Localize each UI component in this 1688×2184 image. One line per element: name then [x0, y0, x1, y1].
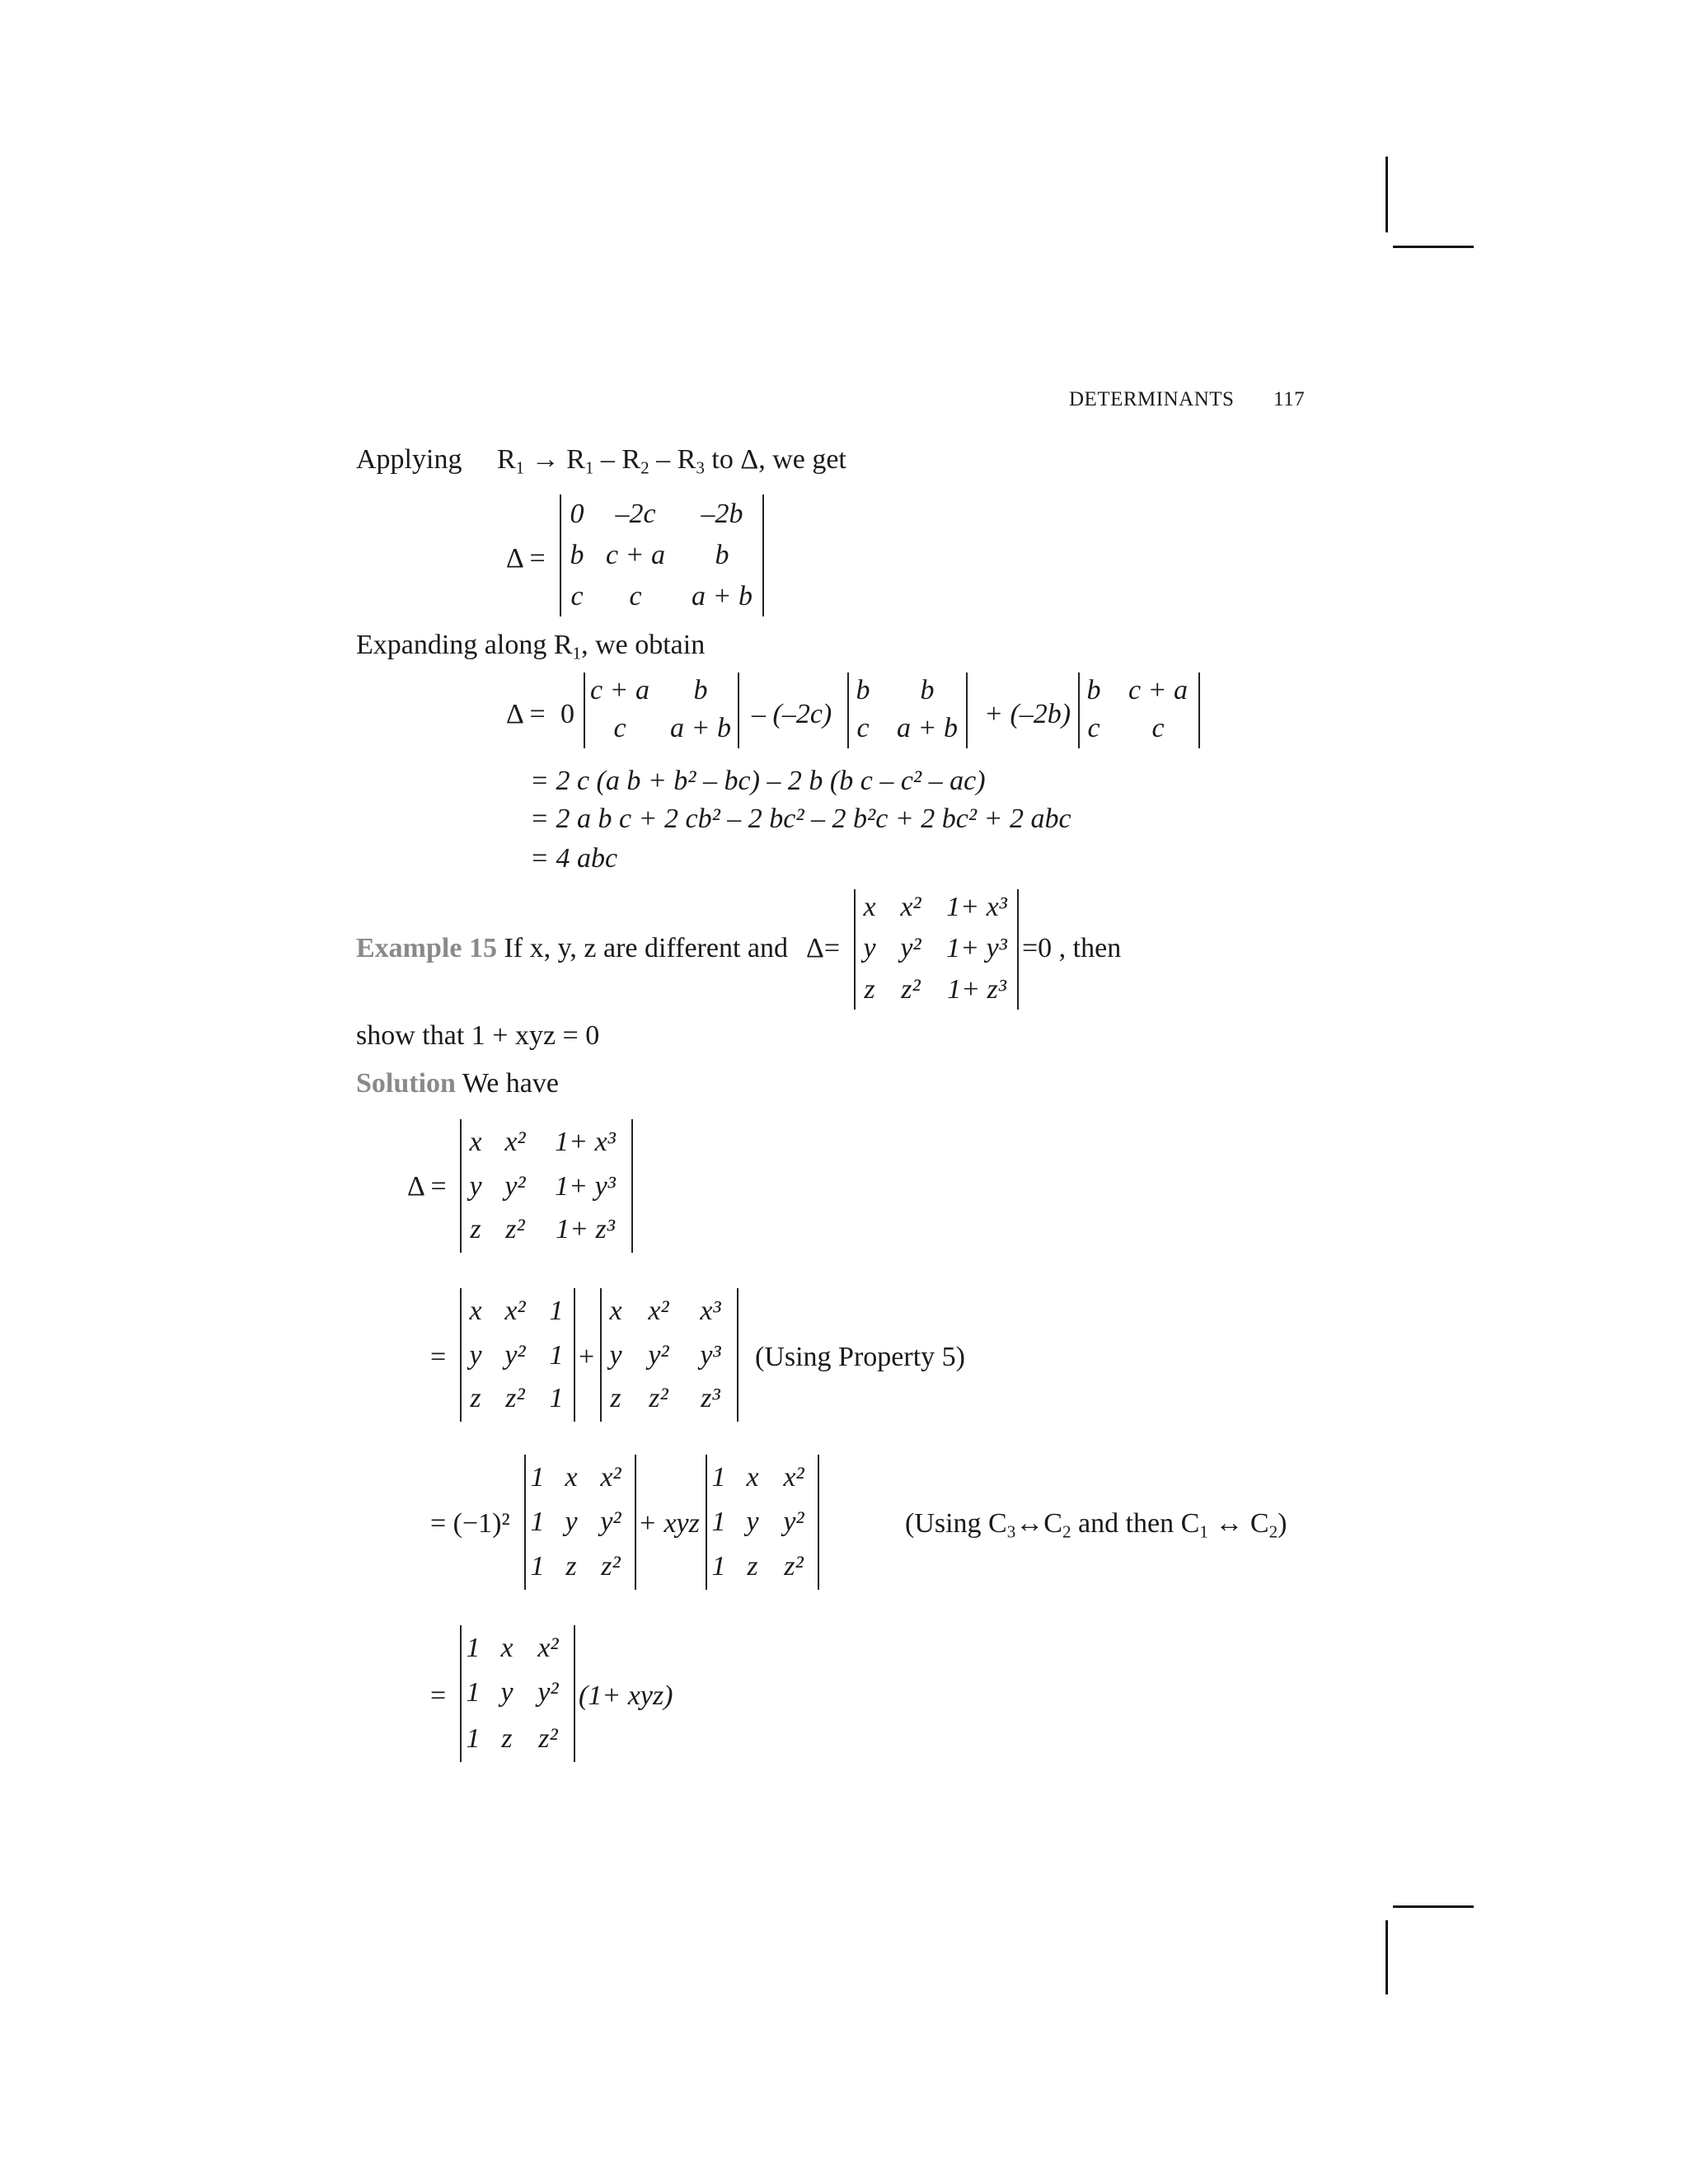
- example-15-line: Example 15 If x, y, z are different and: [356, 933, 789, 963]
- minor1-cell: a + b: [670, 713, 731, 743]
- example-cell: z: [864, 974, 875, 1005]
- example-cell: y²: [900, 933, 921, 963]
- det-a-cell: 1: [549, 1296, 564, 1326]
- det-c-cell: 1: [530, 1507, 545, 1537]
- example-cell: x²: [900, 892, 921, 922]
- det-c-cell: z²: [601, 1551, 621, 1582]
- minor1-cell: c: [613, 713, 626, 743]
- minor2-cell: c: [856, 713, 870, 743]
- expansion-coef2: + (–2b): [984, 699, 1071, 729]
- det-a-cell: z²: [505, 1383, 525, 1413]
- minor2-matrix: [847, 673, 968, 748]
- plus-xyz: + xyz: [638, 1508, 700, 1539]
- det-e-cell: y: [500, 1677, 513, 1708]
- expansion-coef1: – (–2c): [752, 699, 832, 729]
- det-c-cell: x: [565, 1462, 578, 1493]
- minor2-cell: b: [856, 675, 870, 705]
- plus-sign: +: [579, 1342, 595, 1372]
- det1-cell: b: [570, 540, 584, 570]
- det-b-matrix: [600, 1288, 738, 1422]
- det-e-cell: x²: [537, 1633, 559, 1663]
- main-cell: y: [469, 1171, 482, 1202]
- result-line-1: = 2 c (a b + b² – bc) – 2 b (b c – c² – ac): [530, 766, 986, 796]
- crop-mark-bottom-horizontal: [1393, 1905, 1474, 1908]
- example-tail: =0 , then: [1022, 933, 1122, 963]
- det-a-matrix: [460, 1288, 575, 1422]
- det-d-cell: 1: [711, 1507, 726, 1537]
- det1-lhs: Δ =: [506, 543, 546, 574]
- det-b-cell: y²: [648, 1340, 669, 1371]
- result-line-3: = 4 abc: [530, 843, 618, 874]
- det-b-cell: z²: [649, 1383, 668, 1413]
- solution-delta: Δ =: [407, 1171, 447, 1202]
- solution-line: Solution We have: [356, 1068, 559, 1099]
- minor3-matrix: [1078, 673, 1200, 748]
- note-using-columns: (Using $C_3\leftrightarrow C_2$ and then $C_1$ ↔ $C_2$): [905, 1508, 1287, 1542]
- main-cell: z²: [505, 1214, 525, 1244]
- expanding-line: Expanding along $R_1$, we obtain: [356, 630, 706, 663]
- det-d-cell: z: [747, 1551, 758, 1582]
- det-a-cell: z: [470, 1383, 481, 1413]
- example-line-2: show that 1 + xyz = 0: [356, 1020, 600, 1051]
- det1-cell: b: [715, 540, 729, 570]
- det1-matrix: [560, 494, 764, 616]
- main-cell: x²: [504, 1127, 526, 1157]
- det-b-cell: y: [609, 1340, 622, 1371]
- minor3-cell: b: [1086, 675, 1101, 705]
- det-d-cell: y: [746, 1507, 759, 1537]
- det-d-cell: x: [746, 1462, 759, 1493]
- example-cell: 1+ z³: [947, 974, 1006, 1005]
- det-d-cell: z²: [784, 1551, 804, 1582]
- example-label: Example 15: [356, 933, 497, 963]
- result-line-2: = 2 a b c + 2 cb² – 2 bc² – 2 b²c + 2 bc² + 2 abc: [530, 804, 1071, 834]
- minor3-cell: c: [1151, 713, 1165, 743]
- expansion-lhs: Δ =: [506, 699, 546, 729]
- det-e-cell: 1: [466, 1633, 481, 1663]
- det-b-cell: z: [610, 1383, 621, 1413]
- det1-cell: –2c: [615, 499, 656, 529]
- det-e-matrix: [460, 1625, 575, 1762]
- det1-cell: –2b: [701, 499, 743, 529]
- main-cell: 1+ z³: [556, 1214, 615, 1244]
- det-b-cell: x: [609, 1296, 622, 1326]
- expansion-coef0: 0: [560, 699, 574, 729]
- factor-one-plus-xyz: (1+ xyz): [579, 1680, 673, 1711]
- minor1-matrix: [584, 673, 739, 748]
- det-c-cell: 1: [530, 1462, 545, 1493]
- det-a-cell: y²: [504, 1340, 526, 1371]
- solution-label: Solution: [356, 1068, 456, 1099]
- det-b-cell: x³: [700, 1296, 721, 1326]
- main-cell: y²: [504, 1171, 526, 1202]
- det-a-cell: 1: [549, 1383, 564, 1413]
- note-property-5: (Using Property 5): [755, 1342, 965, 1372]
- det-b-cell: x²: [648, 1296, 669, 1326]
- det-a-cell: x: [469, 1296, 482, 1326]
- minor1-cell: c + a: [589, 675, 650, 705]
- det1-cell: c + a: [605, 540, 666, 570]
- det-e-cell: 1: [466, 1677, 481, 1708]
- det-d-matrix: [706, 1455, 819, 1590]
- det-a-cell: y: [469, 1340, 482, 1371]
- det-c-cell: y²: [600, 1507, 621, 1537]
- det1-cell: 0: [570, 499, 584, 529]
- example-cell: z²: [901, 974, 921, 1005]
- crop-mark-bottom-vertical: [1386, 1920, 1388, 1994]
- page-number: 117: [1273, 388, 1306, 410]
- det-d-cell: 1: [711, 1551, 726, 1582]
- det-d-cell: 1: [711, 1462, 726, 1493]
- det-b-cell: z³: [701, 1383, 720, 1413]
- eq1: =: [430, 1342, 447, 1372]
- det-c-cell: x²: [600, 1462, 621, 1493]
- det-a-cell: 1: [549, 1340, 564, 1371]
- det-c-cell: z: [565, 1551, 577, 1582]
- crop-mark-top-horizontal: [1393, 246, 1474, 248]
- det-e-cell: x: [500, 1633, 513, 1663]
- solution-main-matrix: [460, 1119, 633, 1253]
- det-e-cell: y²: [537, 1677, 559, 1708]
- det-d-cell: y²: [783, 1507, 804, 1537]
- eq2: = (−1)²: [430, 1508, 510, 1539]
- example-cell: y: [863, 933, 876, 963]
- main-cell: z: [470, 1214, 481, 1244]
- minor3-cell: c: [1087, 713, 1100, 743]
- det-c-matrix: [524, 1455, 636, 1590]
- minor1-cell: b: [693, 675, 708, 705]
- example-cell: 1+ y³: [946, 933, 1007, 963]
- example-delta: Δ=: [806, 933, 841, 963]
- minor2-cell: a + b: [897, 713, 958, 743]
- running-header-title: DETERMINANTS: [1069, 388, 1235, 410]
- applying-line: Applying $R_1 \to R_1 - R_2 - R_3$ to Δ, we get: [356, 444, 846, 478]
- det-a-cell: x²: [504, 1296, 526, 1326]
- main-cell: 1+ x³: [555, 1127, 616, 1157]
- det-b-cell: y³: [700, 1340, 721, 1371]
- det-e-cell: 1: [466, 1723, 481, 1754]
- crop-mark-top-vertical: [1386, 157, 1388, 232]
- example-matrix: [854, 889, 1019, 1010]
- det-c-cell: y: [565, 1507, 578, 1537]
- det1-cell: a + b: [692, 581, 753, 612]
- det-e-cell: z: [501, 1723, 513, 1754]
- minor2-cell: b: [920, 675, 935, 705]
- det-d-cell: x²: [783, 1462, 804, 1493]
- minor3-cell: c + a: [1128, 675, 1189, 705]
- example-cell: 1+ x³: [946, 892, 1007, 922]
- example-cell: x: [863, 892, 876, 922]
- eq3: =: [430, 1680, 447, 1711]
- main-cell: 1+ y³: [555, 1171, 616, 1202]
- det1-cell: c: [629, 581, 642, 612]
- det-c-cell: 1: [530, 1551, 545, 1582]
- det1-cell: c: [570, 581, 584, 612]
- main-cell: x: [469, 1127, 482, 1157]
- det-e-cell: z²: [538, 1723, 558, 1754]
